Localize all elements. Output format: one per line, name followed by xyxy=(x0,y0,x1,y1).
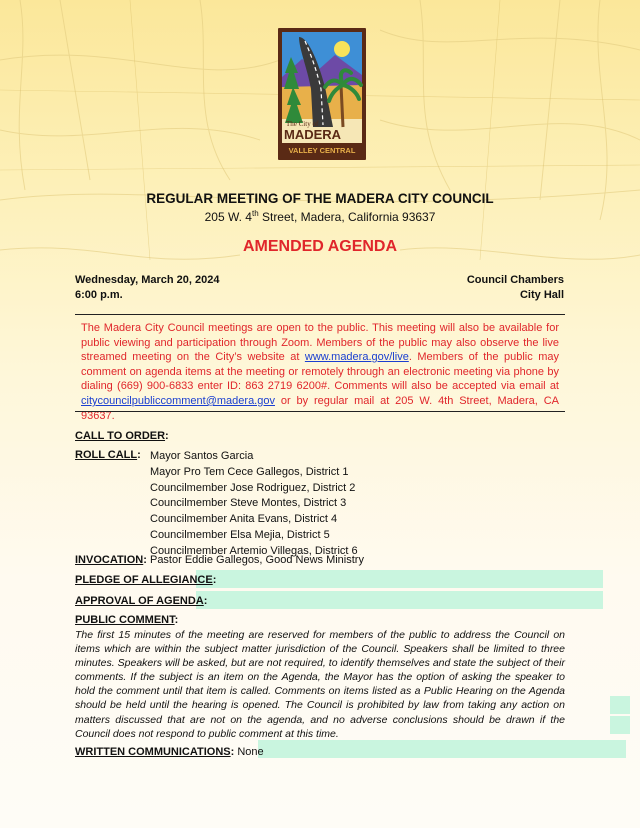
roll-call xyxy=(75,449,141,461)
highlight-written xyxy=(258,740,626,758)
notice-text-2: . Members of the public may comment on agenda items at the meeting or remotely through an electronic meeting via phone by dialing (669) 900-6833 enter ID: 863 2719 6200#. Comments will also be accepted via email at xyxy=(81,351,559,393)
approval-of-agenda xyxy=(75,595,207,607)
call-to-order-label: CALL TO ORDER xyxy=(75,430,166,442)
highlight-pledge xyxy=(196,570,603,588)
meeting-datetime xyxy=(75,273,220,303)
meeting-location xyxy=(467,273,564,303)
logo-line-2: MADERA xyxy=(284,127,342,142)
meeting-time: 6:00 p.m. xyxy=(75,289,123,301)
list-item: Councilmember Anita Evans, District 4 xyxy=(150,513,338,526)
amended-agenda-heading: AMENDED AGENDA xyxy=(242,238,398,255)
roll-call-label: ROLL CALL xyxy=(75,449,138,461)
meeting-date: Wednesday, March 20, 2024 xyxy=(75,274,220,286)
divider-top xyxy=(75,314,565,315)
website-link[interactable]: www.madera.gov/live xyxy=(304,351,409,364)
notice-text-1: The Madera City Council meetings are open to the public. This meeting will also be available for public viewing and participation through Zoom. Members of the public may also observe the live streamed meeting on the City’s website at xyxy=(81,322,559,364)
highlight-approval xyxy=(196,591,603,609)
invocation-text: Pastor Eddie Gallegos, Good News Ministry xyxy=(146,554,364,566)
list-item: Mayor Pro Tem Cece Gallegos, District 1 xyxy=(150,465,349,478)
approval-colon: : xyxy=(203,595,208,607)
call-to-order-colon: : xyxy=(165,430,169,442)
public-comment xyxy=(75,614,178,626)
address-superscript: th xyxy=(251,209,259,218)
list-item: Councilmember Jose Rodriguez, District 2 xyxy=(150,481,356,494)
notice-text-3: or by regular mail at 205 W. 4th Street, Madera, CA 93637. xyxy=(81,394,559,422)
list-item: Councilmember Steve Montes, District 3 xyxy=(150,497,347,510)
list-item: Mayor Santos Garcia xyxy=(150,450,254,462)
logo-line-3: VALLEY CENTRAL xyxy=(288,146,356,155)
written-colon: : xyxy=(230,746,235,758)
page-title: REGULAR MEETING OF THE MADERA CITY COUNCIL xyxy=(146,191,494,206)
highlight-margin-1 xyxy=(610,696,630,714)
public-notice xyxy=(81,321,559,423)
invocation-label: INVOCATION xyxy=(75,554,144,566)
pledge-of-allegiance xyxy=(75,574,216,586)
address-after: Street, Madera, California 93637 xyxy=(258,210,436,224)
approval-label: APPROVAL OF AGENDA xyxy=(75,595,204,607)
city-logo xyxy=(277,27,367,161)
meeting-place-1: Council Chambers xyxy=(466,274,564,286)
call-to-order xyxy=(75,430,169,442)
logo-line-1: The City of xyxy=(286,120,319,128)
roll-call-colon: : xyxy=(137,449,141,461)
written-communications xyxy=(75,746,264,758)
public-comment-label: PUBLIC COMMENT xyxy=(75,614,175,626)
roll-call-list xyxy=(150,449,358,560)
address-before: 205 W. 4 xyxy=(204,210,252,224)
divider-bottom xyxy=(75,411,565,412)
public-comment-colon: : xyxy=(174,614,179,626)
highlight-margin-2 xyxy=(610,716,630,734)
list-item: Councilmember Artemio Villegas, District 6 xyxy=(150,544,358,557)
invocation xyxy=(75,554,364,566)
meeting-address xyxy=(0,209,640,224)
written-text: None xyxy=(234,746,264,758)
pledge-colon: : xyxy=(212,574,217,586)
public-comment-text: The first 15 minutes of the meeting are reserved for members of the public to address the Council on items which are within the subject matter jurisdiction of the Council. Speakers shall be limited to three minutes. Speakers will be asked, but are not required, to identify themselves and state the subject of their comments. If the subject is an item on the Agenda, the Mayor has the option of asking the speaker to hold the comment until that item is called. Comments on items listed as a Public Hearing on the Agenda should be held until the hearing is opened. The Council is prohibited by law from taking any action on matters discussed that are not on the agenda, and no adverse conclusions should be drawn if the Council does not respond to public comment at this time. xyxy=(75,629,565,740)
invocation-colon: : xyxy=(143,554,147,566)
email-link[interactable]: citycouncilpubliccomment@madera.gov xyxy=(81,394,275,407)
meeting-place-2: City Hall xyxy=(519,289,564,301)
pledge-label: PLEDGE OF ALLEGIANCE xyxy=(75,574,213,586)
written-label: WRITTEN COMMUNICATIONS xyxy=(75,746,231,758)
list-item: Councilmember Elsa Mejia, District 5 xyxy=(150,528,330,541)
